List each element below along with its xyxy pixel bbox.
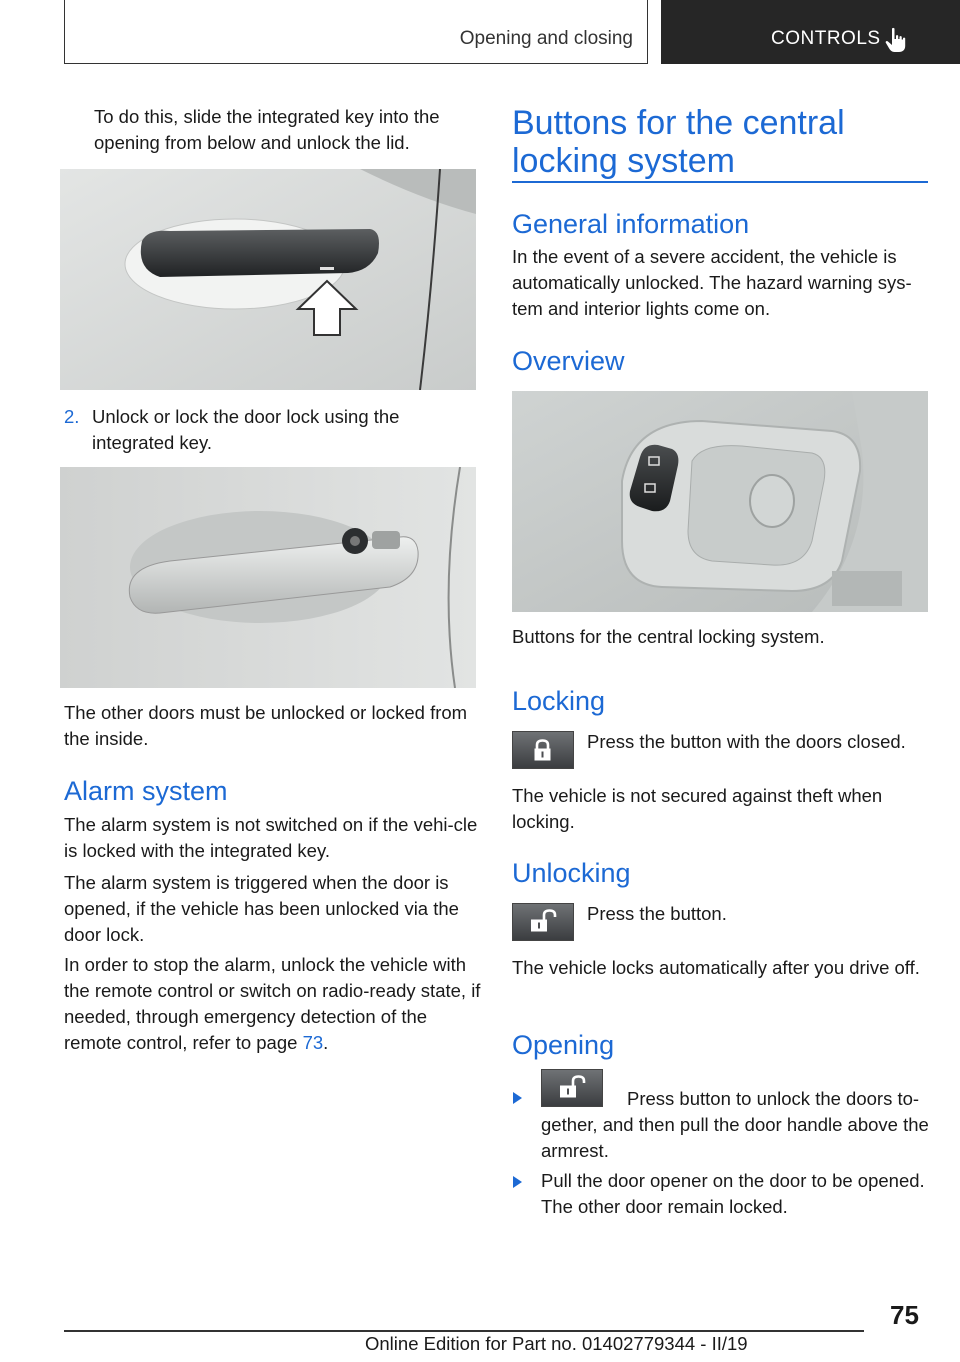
- unlocking-note: The vehicle locks automatically after you drive off.: [512, 957, 920, 978]
- door-lock-key-photo: [60, 467, 476, 688]
- alarm-paragraph-3-text: In order to stop the alarm, unlock the vehicle with the remote control or switch on radio-ready state, if needed, through emergency detection of the remote control, refer to page: [64, 954, 481, 1053]
- opening-heading: Opening: [512, 1030, 615, 1060]
- alarm-system-heading: Alarm system: [64, 776, 228, 806]
- opening-item-2: Pull the door opener on the door to be opened. The other door remain locked.: [541, 1170, 925, 1217]
- alarm-paragraph-3-end: .: [323, 1032, 329, 1053]
- page-reference-link[interactable]: 73: [302, 1032, 324, 1053]
- overview-heading: Overview: [512, 346, 625, 376]
- footer-divider: [64, 1330, 864, 1332]
- general-information-text: In the event of a severe accident, the vehicle is automatically unlocked. The hazard warning sys-tem and interior lights come on.: [512, 246, 912, 319]
- opening-item-1: Press button to unlock the doors to-gether, and then pull the door handle above the armrest.: [541, 1088, 929, 1161]
- page-title: Buttons for the central locking system: [512, 104, 845, 180]
- step-number: 2.: [64, 406, 80, 427]
- header-chapter-title: CONTROLS: [771, 28, 881, 49]
- overview-caption: Buttons for the central locking system.: [512, 626, 825, 647]
- title-divider: [512, 181, 928, 183]
- locking-heading: Locking: [512, 686, 606, 716]
- locking-note: The vehicle is not secured against theft when locking.: [512, 785, 883, 832]
- lock-closed-icon: [513, 732, 572, 767]
- page-number: 75: [890, 1300, 919, 1330]
- hand-pointer-icon: [883, 26, 909, 54]
- alarm-paragraph-1: The alarm system is not switched on if the vehi-cle is locked with the integrated key.: [64, 814, 478, 861]
- unlocking-heading: Unlocking: [512, 858, 631, 888]
- step-text: Unlock or lock the door lock using the integrated key.: [92, 406, 400, 453]
- door-handle-key-photo: [60, 169, 476, 390]
- step-2: [64, 404, 474, 456]
- alarm-paragraph-2: The alarm system is triggered when the door is opened, if the vehicle has been unlocked via the door lock.: [64, 872, 459, 945]
- header-section-title: Opening and closing: [459, 28, 633, 49]
- unlocking-instruction: Press the button.: [587, 903, 727, 924]
- bullet-triangle-icon: [513, 1176, 522, 1188]
- footer-edition: Online Edition for Part no. 01402779344 - II/19: [365, 1333, 748, 1354]
- general-information-heading: General information: [512, 209, 750, 239]
- header-chapter-box: [661, 0, 960, 64]
- locking-instruction: Press the button with the doors closed.: [587, 731, 906, 752]
- other-doors-paragraph: The other doors must be unlocked or locked from the inside.: [64, 702, 468, 749]
- lock-open-icon: [513, 904, 572, 939]
- lock-button: [512, 731, 574, 769]
- unlock-button: [512, 903, 574, 941]
- intro-paragraph: To do this, slide the integrated key into the opening from below and unlock the lid.: [94, 106, 440, 153]
- alarm-paragraph-3: [64, 952, 484, 1056]
- bullet-triangle-icon: [513, 1092, 522, 1104]
- central-locking-buttons-photo: [512, 391, 928, 612]
- header-section-box: [64, 0, 648, 64]
